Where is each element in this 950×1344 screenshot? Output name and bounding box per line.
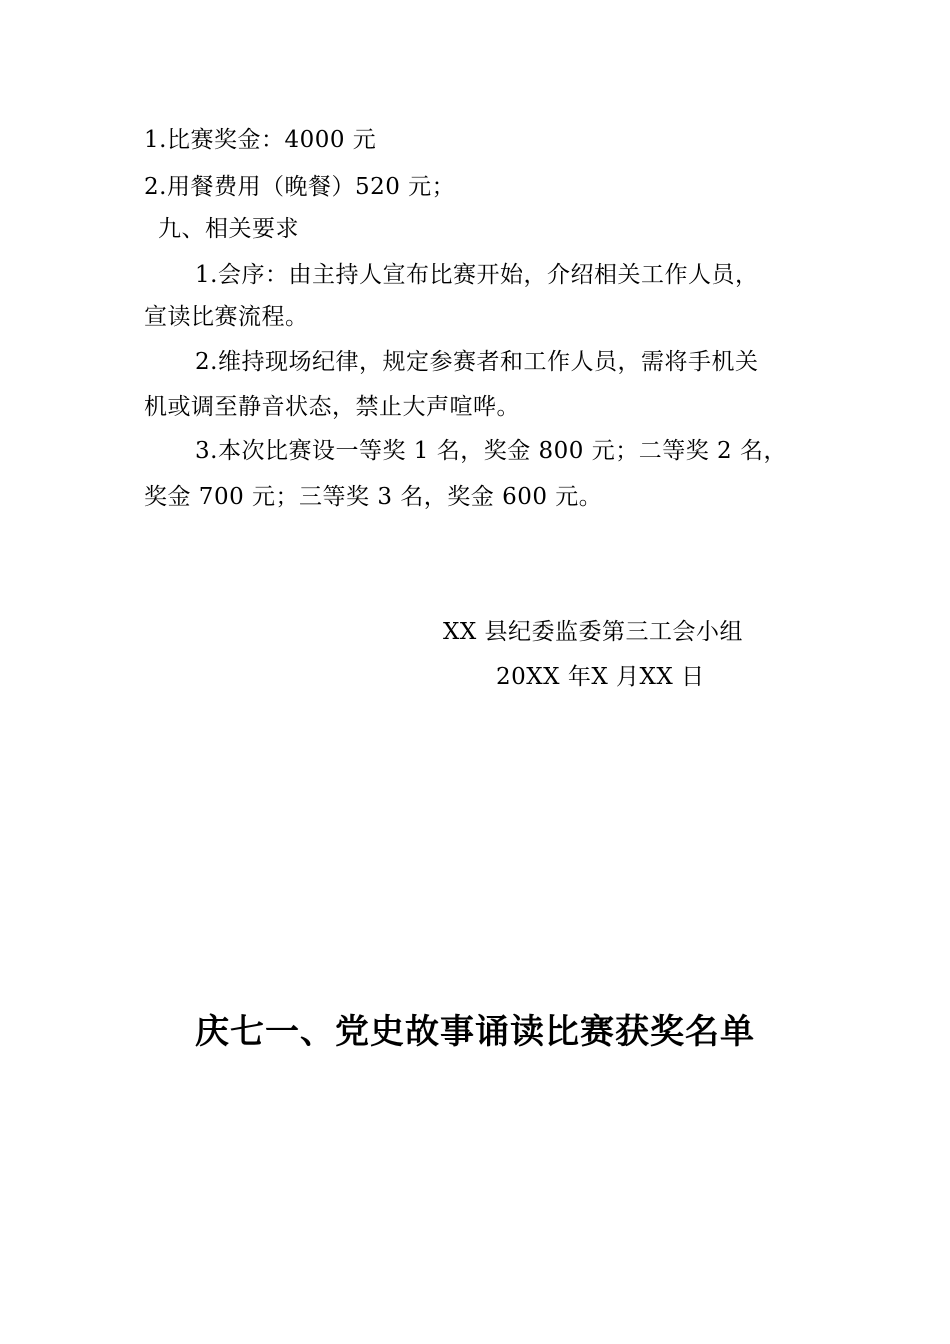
requirement-3-line-1: 3.本次比赛设一等奖 1 名，奖金 800 元；二等奖 2 名， xyxy=(195,438,787,464)
section-heading-requirements: 九、相关要求 xyxy=(158,216,299,242)
award-list-title: 庆七一、党史故事诵读比赛获奖名单 xyxy=(195,1012,755,1052)
requirement-3-line-2: 奖金 700 元；三等奖 3 名，奖金 600 元。 xyxy=(144,484,603,510)
budget-item-dinner-cost: 2.用餐费用（晚餐）520 元； xyxy=(144,174,456,200)
signature-date: 20XX 年X 月XX 日 xyxy=(496,664,705,690)
budget-item-prize-money: 1.比赛奖金：4000 元 xyxy=(144,127,377,153)
requirement-2-line-2: 机或调至静音状态，禁止大声喧哗。 xyxy=(144,394,520,420)
signature-organization: XX 县纪委监委第三工会小组 xyxy=(443,619,744,645)
requirement-1-line-2: 宣读比赛流程。 xyxy=(144,304,309,330)
requirement-1-line-1: 1.会序：由主持人宣布比赛开始，介绍相关工作人员， xyxy=(195,262,759,288)
requirement-2-line-1: 2.维持现场纪律，规定参赛者和工作人员，需将手机关 xyxy=(195,349,759,375)
